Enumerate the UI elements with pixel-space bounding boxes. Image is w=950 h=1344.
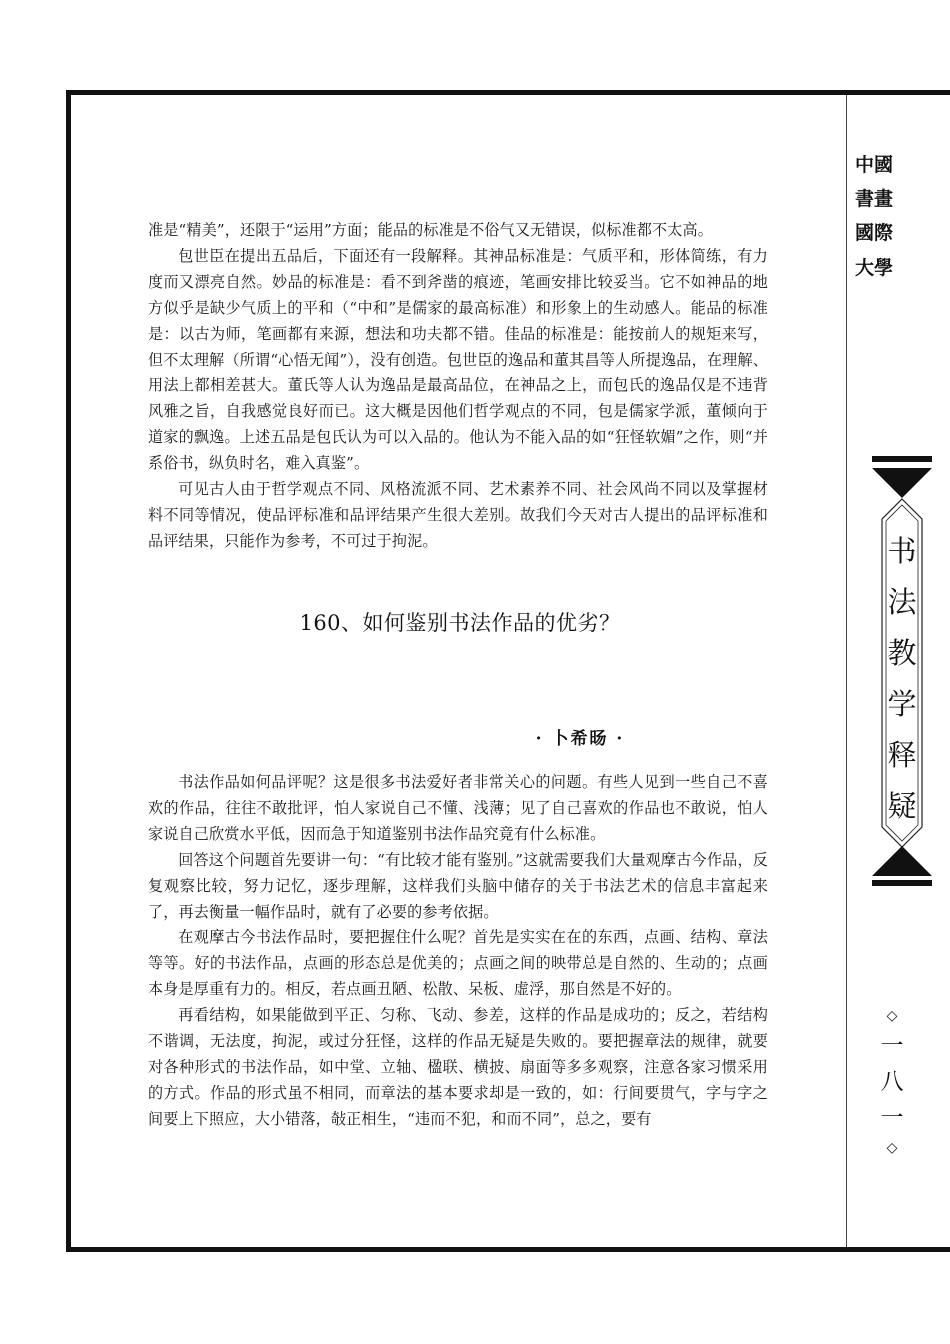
book-title-rule-top — [872, 456, 932, 462]
article-title: 160、如何鉴别书法作品的优劣？ — [299, 611, 621, 635]
paragraph: 准是“精美”，还限于“运用”方面；能品的标准是不俗气又无错误，似标准都不太高。 — [148, 221, 713, 239]
paragraph: 在观摩古今书法作品时，要把握住什么呢？首先是实实在在的东西，点画、结构、章法等等。好的书法作品，点画的形态总是优美的；点画之间的映带总是自然的、生动的；点画本身是厚重有力的。相反，若点画丑陋、松散、呆板、虚浮，那自然是不好的。 — [148, 928, 768, 999]
book-title-ornament-top — [872, 468, 932, 498]
diamond-icon: ◇ — [886, 1140, 898, 1156]
sidebar-divider — [846, 95, 847, 1247]
page-number: 一八一 — [880, 1033, 904, 1131]
page-frame-left — [66, 90, 71, 1252]
paragraph: 回答这个问题首先要讲一句：“有比较才能有鉴别。”这就需要我们大量观摩古今作品，反复观察比较，努力记忆，逐步理解，这样我们头脑中储存的关于书法艺术的信息丰富起来了，再去衡量一幅作品时，就有了必要的参考依据。 — [148, 850, 768, 921]
paragraph: 包世臣在提出五品后，下面还有一段解释。其神品标准是：气质平和，形体简练，有力度而又漂亮自然。妙品的标准是：看不到斧凿的痕迹，笔画安排比较妥当。它不如神品的地方似乎是缺少气质上的平和（“中和”是儒家的最高标准）和形象上的生动感人。能品的标准是：以古为师，笔画都有来源，想法和功夫都不错。佳品的标准是：能按前人的规矩来写，但不太理解（所谓“心悟无闻”），没有创造。包世臣的逸品和董其昌等人所提逸品，在理解、用法上都相差甚大。董氏等人认为逸品是最高品位，在神品之上，而包氏的逸品仅是不违背风雅之旨，自我感觉良好而已。这大概是因他们哲学观点的不同，包是儒家学派，董倾向于道家的飘逸。上述五品是包氏认为可以入品的。他认为不能入品的如“狂怪软媚”之作，则“并系俗书，纵负时名，难入真鉴”。 — [148, 246, 768, 473]
book-title: 书法教学释疑 — [887, 534, 917, 823]
book-title-rule-bottom — [872, 880, 932, 886]
page-frame-top — [66, 90, 950, 95]
page-frame-bottom — [66, 1247, 950, 1252]
paragraph: 再看结构，如果能做到平正、匀称、飞动、参差，这样的作品是成功的；反之，若结构不谐调，无法度，拘泥，或过分狂怪，这样的作品无疑是失败的。要把握章法的规律，就要对各种形式的书法作品，如中堂、立轴、楹联、横披、扇面等多多观察，注意各家习惯采用的方式。作品的形式虽不相同，而章法的基本要求却是一致的，如：行间要贯气，字与字之间要上下照应，大小错落，敧正相生，“违而不犯，和而不同”，总之，要有 — [148, 1006, 768, 1128]
book-title-ornament-bottom — [872, 846, 932, 876]
page-number-block — [872, 1004, 912, 1160]
diamond-icon: ◇ — [886, 1008, 898, 1024]
article-body — [148, 770, 768, 1133]
article-author: · 卜希旸 · — [535, 729, 625, 749]
previous-section-text — [148, 218, 768, 555]
university-name: 中國書畫國際大學 — [854, 154, 893, 279]
paragraph: 书法作品如何品评呢？这是很多书法爱好者非常关心的问题。有些人见到一些自己不喜欢的作品，往往不敢批评，怕人家说自己不懂、浅薄；见了自己喜欢的作品也不敢说，怕人家说自己欣赏水平低，因而急于知道鉴别书法作品究竟有什么标准。 — [148, 773, 768, 843]
paragraph: 可见古人由于哲学观点不同、风格流派不同、艺术素养不同、社会风尚不同以及掌握材料不同等情况，使品评标准和品评结果产生很大差别。故我们今天对古人提出的品评标准和品评结果，只能作为参考，不可过于拘泥。 — [148, 480, 768, 550]
